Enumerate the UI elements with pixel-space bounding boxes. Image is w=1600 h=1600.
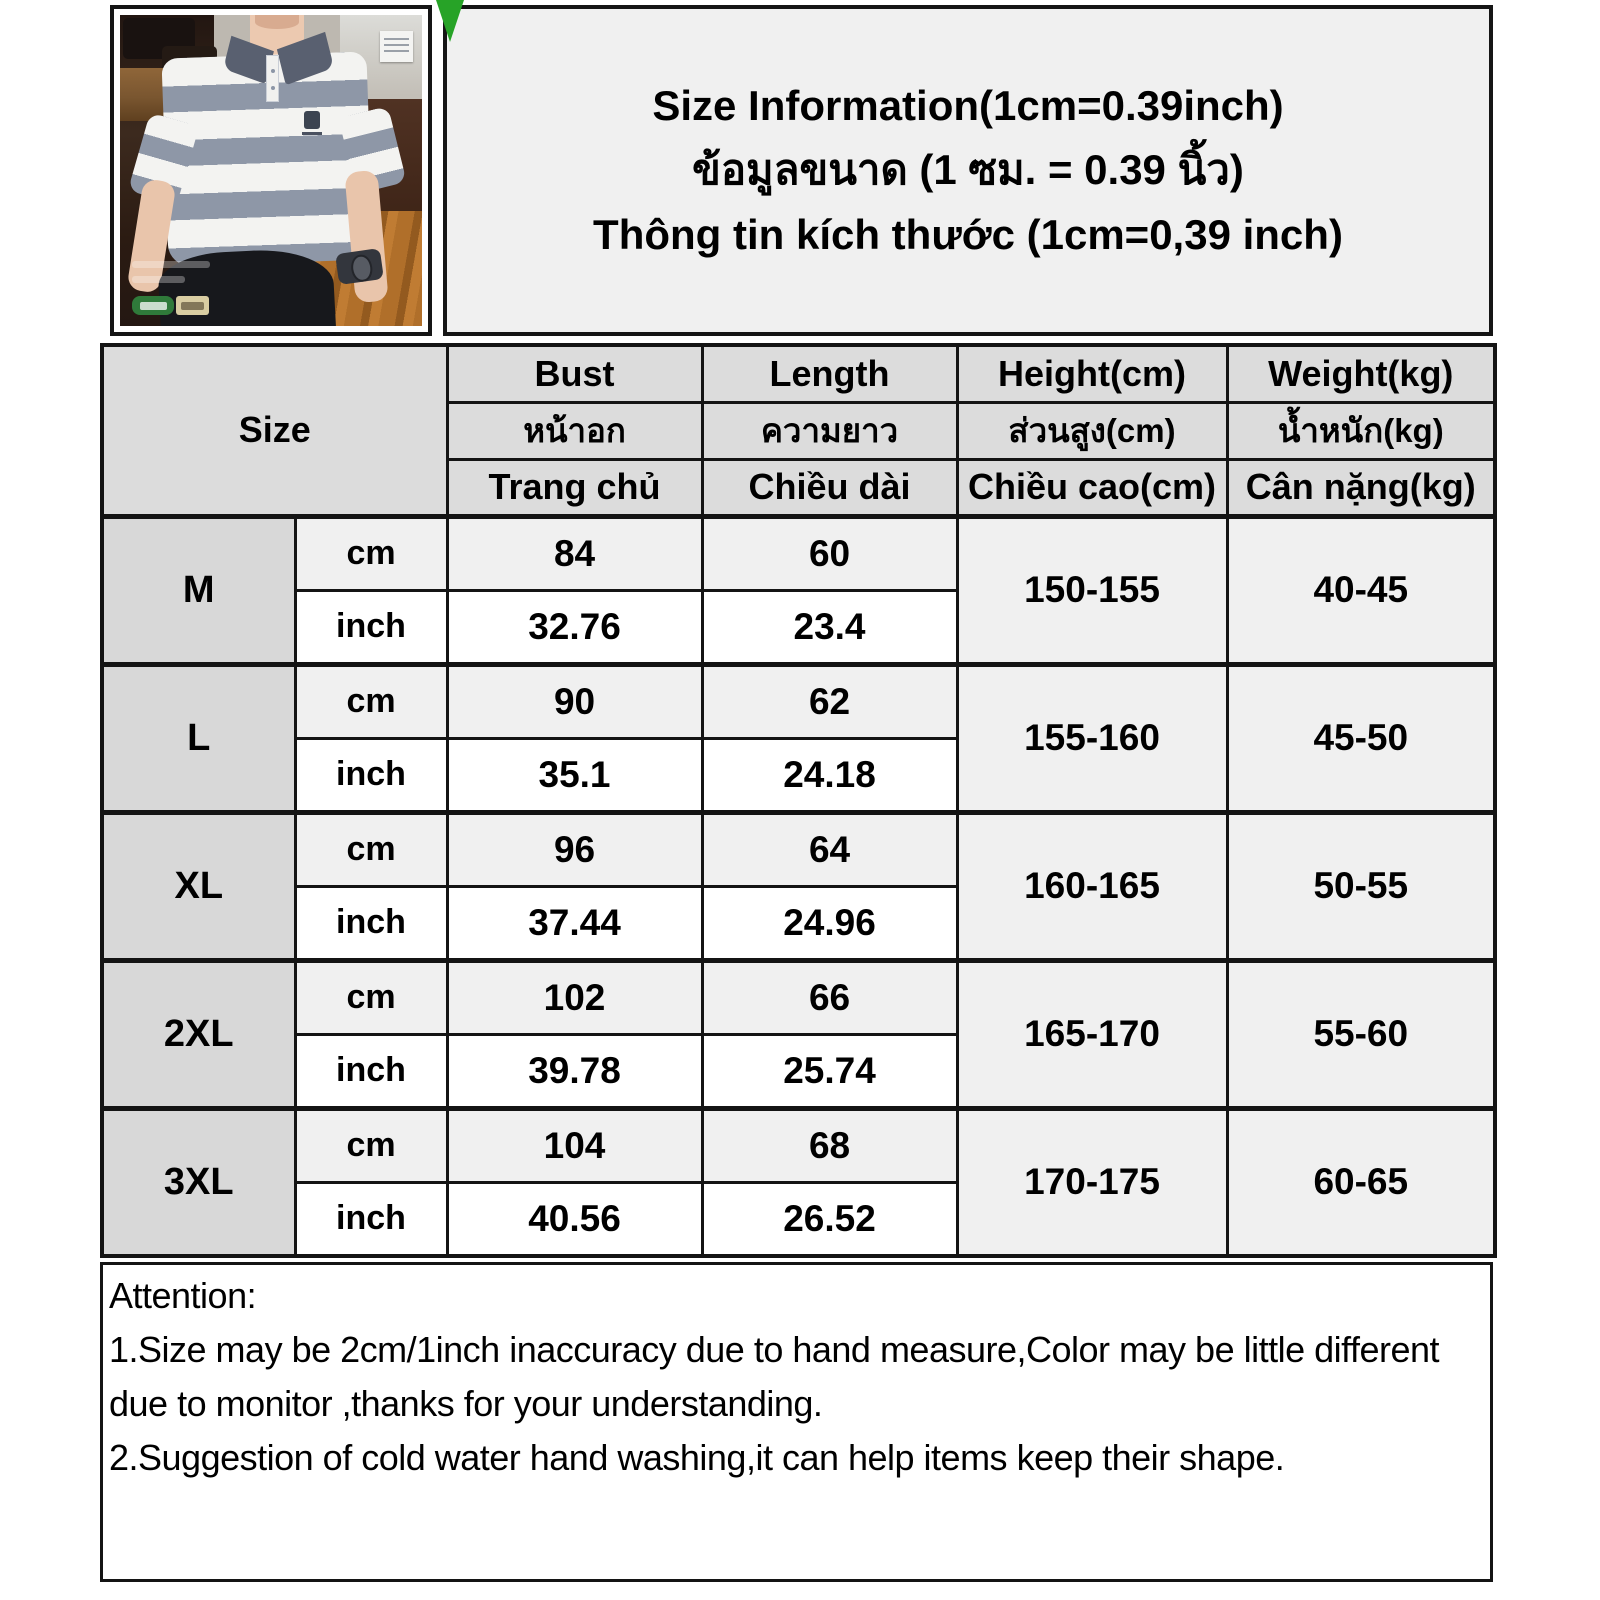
height-range-m: 150-155 — [957, 516, 1227, 664]
bust-header-th: หน้าอก — [447, 402, 702, 459]
size-label-xl: XL — [102, 812, 295, 960]
length-cm-m: 60 — [702, 516, 957, 590]
unit-cm: cm — [295, 960, 447, 1034]
length-cm-xl: 64 — [702, 812, 957, 886]
tan-badge — [176, 296, 209, 315]
length-inch-l: 24.18 — [702, 738, 957, 812]
size-chart-page — [100, 0, 1493, 1582]
top-section — [100, 0, 1493, 343]
unit-inch: inch — [295, 738, 447, 812]
product-photo-frame — [110, 5, 432, 336]
bust-cm-2xl: 102 — [447, 960, 702, 1034]
weight-header-th: น้ำหนัก(kg) — [1227, 402, 1495, 459]
unit-inch: inch — [295, 1034, 447, 1108]
weight-header-en: Weight(kg) — [1227, 345, 1495, 402]
product-photo — [120, 15, 422, 326]
length-inch-m: 23.4 — [702, 590, 957, 664]
weight-range-m: 40-45 — [1227, 516, 1495, 664]
height-header-th: ส่วนสูง(cm) — [957, 402, 1227, 459]
bust-header-vi: Trang chủ — [447, 459, 702, 516]
bust-inch-2xl: 39.78 — [447, 1034, 702, 1108]
title-english: Size Information(1cm=0.39inch) — [652, 81, 1284, 129]
bust-header-en: Bust — [447, 345, 702, 402]
bust-inch-m: 32.76 — [447, 590, 702, 664]
attention-note-2: 2.Suggestion of cold water hand washing,it can help items keep their shape. — [109, 1437, 1285, 1478]
length-cm-l: 62 — [702, 664, 957, 738]
title-thai: ข้อมูลขนาด (1 ซม. = 0.39 นิ้ว) — [692, 146, 1244, 194]
height-range-xl: 160-165 — [957, 812, 1227, 960]
attention-notes — [100, 1262, 1493, 1582]
unit-inch: inch — [295, 886, 447, 960]
bust-cm-xl: 96 — [447, 812, 702, 886]
bust-cm-l: 90 — [447, 664, 702, 738]
height-range-2xl: 165-170 — [957, 960, 1227, 1108]
length-cm-3xl: 68 — [702, 1108, 957, 1182]
weight-range-2xl: 55-60 — [1227, 960, 1495, 1108]
height-range-l: 155-160 — [957, 664, 1227, 812]
length-header-th: ความยาว — [702, 402, 957, 459]
attention-heading: Attention: — [109, 1275, 257, 1316]
green-badge — [132, 296, 174, 315]
size-information-header — [443, 5, 1493, 336]
unit-cm: cm — [295, 664, 447, 738]
bust-cm-m: 84 — [447, 516, 702, 590]
bust-inch-xl: 37.44 — [447, 886, 702, 960]
length-header-vi: Chiều dài — [702, 459, 957, 516]
chest-logo — [304, 111, 320, 129]
length-header-en: Length — [702, 345, 957, 402]
wall-card — [380, 31, 413, 62]
height-range-3xl: 170-175 — [957, 1108, 1227, 1256]
length-inch-xl: 24.96 — [702, 886, 957, 960]
weight-range-xl: 50-55 — [1227, 812, 1495, 960]
size-label-2xl: 2XL — [102, 960, 295, 1108]
watermark-lines — [132, 261, 223, 289]
height-header-vi: Chiều cao(cm) — [957, 459, 1227, 516]
unit-cm: cm — [295, 812, 447, 886]
weight-range-l: 45-50 — [1227, 664, 1495, 812]
weight-header-vi: Cân nặng(kg) — [1227, 459, 1495, 516]
length-inch-3xl: 26.52 — [702, 1182, 957, 1256]
polo-placket — [266, 55, 278, 102]
bust-inch-l: 35.1 — [447, 738, 702, 812]
bust-cm-3xl: 104 — [447, 1108, 702, 1182]
length-cm-2xl: 66 — [702, 960, 957, 1034]
size-label-3xl: 3XL — [102, 1108, 295, 1256]
size-label-m: M — [102, 516, 295, 664]
size-column-header: Size — [102, 345, 447, 516]
title-vietnamese: Thông tin kích thước (1cm=0,39 inch) — [593, 210, 1343, 258]
height-header-en: Height(cm) — [957, 345, 1227, 402]
weight-range-3xl: 60-65 — [1227, 1108, 1495, 1256]
attention-note-1: 1.Size may be 2cm/1inch inaccuracy due to hand measure,Color may be little different due to monitor ,thanks for your understanding. — [109, 1329, 1440, 1424]
unit-cm: cm — [295, 516, 447, 590]
size-table — [100, 343, 1497, 1258]
unit-cm: cm — [295, 1108, 447, 1182]
unit-inch: inch — [295, 1182, 447, 1256]
bust-inch-3xl: 40.56 — [447, 1182, 702, 1256]
length-inch-2xl: 25.74 — [702, 1034, 957, 1108]
unit-inch: inch — [295, 590, 447, 664]
size-label-l: L — [102, 664, 295, 812]
